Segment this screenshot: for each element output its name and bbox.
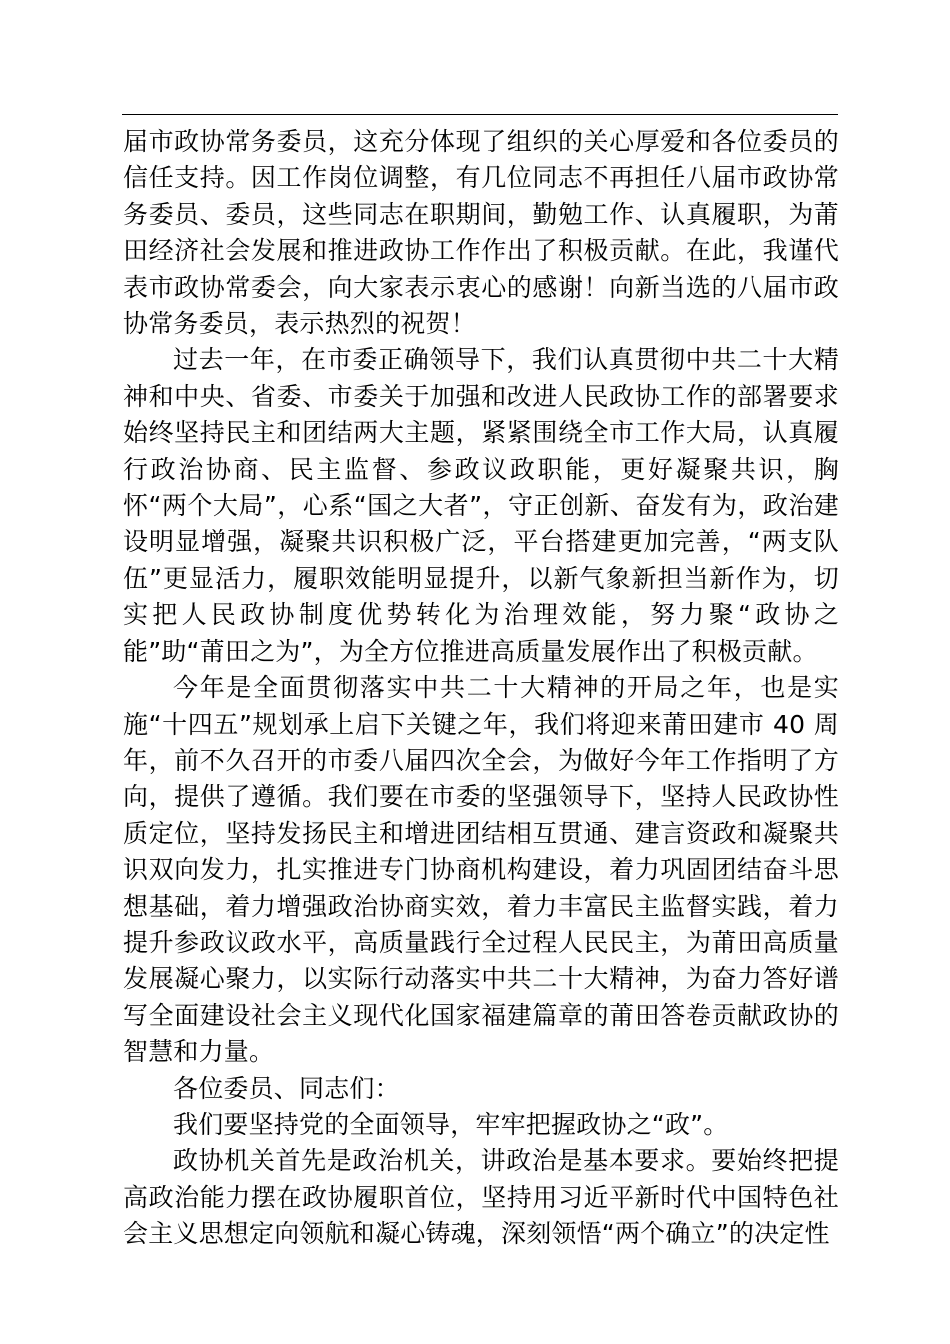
- paragraph-this-year: 今年是全面贯彻落实中共二十大精神的开局之年，也是实施“十四五”规划承上启下关键之年，我们将迎来莆田建市 40 周年，前不久召开的市委八届四次全会，为做好今年工作指明了方向，提供了遵循。我们要在市委的坚强领导下，坚持人民政协性质定位，坚持发扬民主和增进团结相互贯通、建言资政和凝聚共识双向发力，扎实推进专门协商机构建设，着力巩固团结奋斗思想基础，着力增强政治协商实效，着力丰富民主监督实践，着力提升参政议政水平，高质量践行全过程人民民主，为莆田高质量发展凝心聚力，以实际行动落实中共二十大精神，为奋力答好谱写全面建设社会主义现代化国家福建篇章的莆田答卷贡献政协的智慧和力量。: [123, 673, 839, 1067]
- paragraph-past-year: 过去一年，在市委正确领导下，我们认真贯彻中共二十大精神和中央、省委、市委关于加强和改进人民政协工作的部署要求始终坚持民主和团结两大主题，紧紧围绕全市工作大局，认真履行政治协商、民主监督、参政议政职能，更好凝聚共识，胸怀“两个大局”，心系“国之大者”，守正创新、奋发有为，政治建设明显增强，凝聚共识积极广泛，平台搭建更加完善，“两支队伍”更显活力，履职效能明显提升，以新气象新担当新作为，切实把人民政协制度优势转化为治理效能，努力聚“政协之能”助“莆田之为”，为全方位推进高质量发展作出了积极贡献。: [123, 345, 839, 666]
- document-body: [123, 124, 839, 1253]
- header-rule: [122, 114, 838, 115]
- paragraph-section-heading: 我们要坚持党的全面领导，牢牢把握政协之“政”。: [173, 1109, 729, 1139]
- paragraph-continued: 届市政协常务委员，这充分体现了组织的关心厚爱和各位委员的信任支持。因工作岗位调整，有几位同志不再担任八届市政协常务委员、委员，这些同志在职期间，勤勉工作、认真履职，为莆田经济社会发展和推进政协工作作出了积极贡献。在此，我谨代表市政协常委会，向大家表示衷心的感谢！向新当选的八届市政协常务委员，表示热烈的祝贺！: [123, 127, 839, 339]
- paragraph-salutation: 各位委员、同志们：: [173, 1073, 400, 1103]
- paragraph-political-organ: 政协机关首先是政治机关，讲政治是基本要求。要始终把提高政治能力摆在政协履职首位，坚持用习近平新时代中国特色社会主义思想定向领航和凝心铸魂，深刻领悟“两个确立”的决定性: [123, 1146, 839, 1249]
